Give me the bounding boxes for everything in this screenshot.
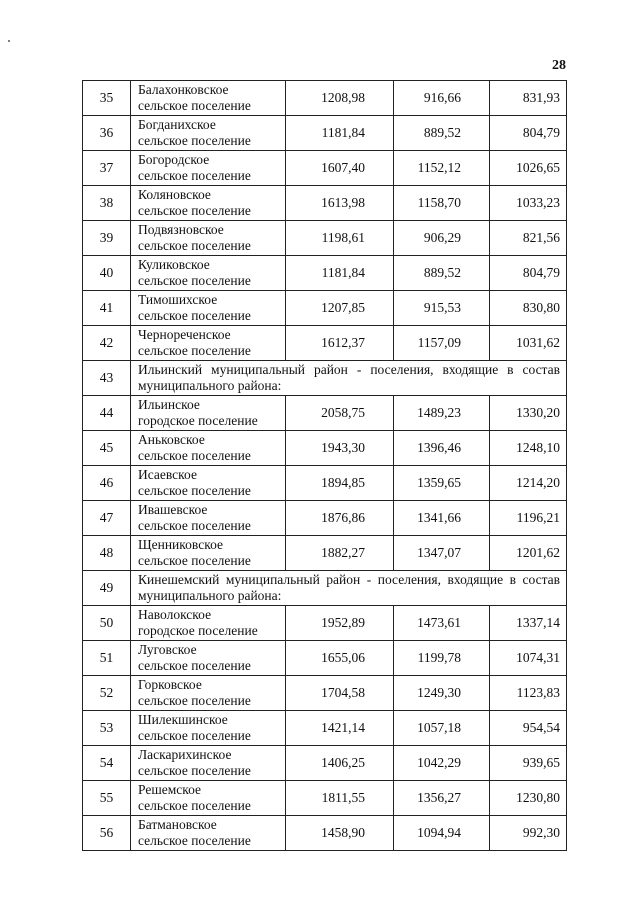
row-number: 39 (83, 221, 131, 256)
table-row (83, 816, 567, 851)
scan-speck (8, 40, 10, 42)
value-col2: 1249,30 (394, 676, 490, 711)
value-col3: 992,30 (490, 816, 567, 851)
value-col1: 1198,61 (286, 221, 394, 256)
page-number: 28 (552, 58, 566, 73)
value-col2: 1341,66 (394, 501, 490, 536)
table-body (83, 81, 567, 851)
settlement-name (131, 186, 286, 221)
settlement-name (131, 291, 286, 326)
value-col1: 1458,90 (286, 816, 394, 851)
settlement-name-line1: Шилекшинское (138, 712, 228, 727)
value-col2: 1042,29 (394, 746, 490, 781)
settlement-name-line2: сельское поселение (138, 203, 251, 218)
row-number: 41 (83, 291, 131, 326)
value-col1: 1421,14 (286, 711, 394, 746)
value-col3: 1074,31 (490, 641, 567, 676)
row-number: 47 (83, 501, 131, 536)
row-number: 38 (83, 186, 131, 221)
settlement-name-line2: сельское поселение (138, 343, 251, 358)
settlement-name (131, 151, 286, 186)
settlement-name-line1: Подвязновское (138, 222, 224, 237)
value-col1: 1952,89 (286, 606, 394, 641)
value-col1: 1612,37 (286, 326, 394, 361)
settlement-name-line2: сельское поселение (138, 168, 251, 183)
value-col1: 1943,30 (286, 431, 394, 466)
table-row (83, 501, 567, 536)
value-col3: 1214,20 (490, 466, 567, 501)
settlement-name (131, 641, 286, 676)
value-col2: 916,66 (394, 81, 490, 116)
settlement-name-line2: сельское поселение (138, 133, 251, 148)
value-col3: 1248,10 (490, 431, 567, 466)
settlement-name-line2: сельское поселение (138, 763, 251, 778)
row-number: 48 (83, 536, 131, 571)
row-number: 40 (83, 256, 131, 291)
value-col3: 1123,83 (490, 676, 567, 711)
settlement-name (131, 326, 286, 361)
settlement-name (131, 256, 286, 291)
table-row (83, 781, 567, 816)
value-col2: 1057,18 (394, 711, 490, 746)
value-col3: 1026,65 (490, 151, 567, 186)
table-row (83, 606, 567, 641)
row-number: 45 (83, 431, 131, 466)
settlement-name-line1: Коляновское (138, 187, 211, 202)
table-row (83, 676, 567, 711)
value-col2: 1356,27 (394, 781, 490, 816)
settlement-name-line2: сельское поселение (138, 238, 251, 253)
value-col2: 1158,70 (394, 186, 490, 221)
district-title: Ильинский муниципальный район - поселения, входящие в состав муниципального района: (131, 361, 567, 396)
value-col3: 1230,80 (490, 781, 567, 816)
settlement-name-line1: Наволокское (138, 607, 212, 622)
value-col1: 1876,86 (286, 501, 394, 536)
value-col2: 1199,78 (394, 641, 490, 676)
value-col3: 1031,62 (490, 326, 567, 361)
value-col1: 1894,85 (286, 466, 394, 501)
value-col2: 1473,61 (394, 606, 490, 641)
row-number: 55 (83, 781, 131, 816)
settlement-table (82, 80, 567, 851)
settlement-name-line1: Тимошихское (138, 292, 218, 307)
row-number: 37 (83, 151, 131, 186)
district-header-row (83, 361, 567, 396)
settlement-name-line2: сельское поселение (138, 273, 251, 288)
settlement-name-line2: сельское поселение (138, 98, 251, 113)
table-row (83, 711, 567, 746)
settlement-name-line2: сельское поселение (138, 693, 251, 708)
settlement-name (131, 116, 286, 151)
value-col1: 1181,84 (286, 116, 394, 151)
settlement-name-line1: Исаевское (138, 467, 197, 482)
value-col1: 1613,98 (286, 186, 394, 221)
row-number: 46 (83, 466, 131, 501)
settlement-name-line2: городское поселение (138, 623, 258, 638)
row-number: 44 (83, 396, 131, 431)
settlement-name-line1: Ласкарихинское (138, 747, 232, 762)
table-row (83, 431, 567, 466)
settlement-name-line1: Батмановское (138, 817, 217, 832)
settlement-name-line2: сельское поселение (138, 553, 251, 568)
settlement-name-line1: Луговское (138, 642, 197, 657)
value-col3: 804,79 (490, 116, 567, 151)
value-col2: 1359,65 (394, 466, 490, 501)
value-col2: 1347,07 (394, 536, 490, 571)
table-row (83, 746, 567, 781)
table-row (83, 221, 567, 256)
value-col2: 1489,23 (394, 396, 490, 431)
value-col3: 1033,23 (490, 186, 567, 221)
value-col3: 1201,62 (490, 536, 567, 571)
district-title: Кинешемский муниципальный район - поселения, входящие в состав муниципального района: (131, 571, 567, 606)
value-col3: 821,56 (490, 221, 567, 256)
row-number: 52 (83, 676, 131, 711)
value-col1: 1655,06 (286, 641, 394, 676)
settlement-name (131, 816, 286, 851)
settlement-name-line1: Щенниковское (138, 537, 223, 552)
settlement-name (131, 606, 286, 641)
value-col1: 1181,84 (286, 256, 394, 291)
settlement-name-line2: сельское поселение (138, 798, 251, 813)
row-number: 56 (83, 816, 131, 851)
value-col2: 1396,46 (394, 431, 490, 466)
settlement-name (131, 431, 286, 466)
settlement-name-line2: сельское поселение (138, 518, 251, 533)
value-col3: 804,79 (490, 256, 567, 291)
settlement-name (131, 221, 286, 256)
value-col3: 1196,21 (490, 501, 567, 536)
table-row (83, 81, 567, 116)
row-number: 35 (83, 81, 131, 116)
table-row (83, 256, 567, 291)
value-col1: 1811,55 (286, 781, 394, 816)
row-number: 53 (83, 711, 131, 746)
table-row (83, 186, 567, 221)
value-col1: 1208,98 (286, 81, 394, 116)
value-col1: 1704,58 (286, 676, 394, 711)
settlement-name (131, 781, 286, 816)
value-col1: 1406,25 (286, 746, 394, 781)
table-row (83, 291, 567, 326)
table-row (83, 466, 567, 501)
value-col2: 1157,09 (394, 326, 490, 361)
settlement-name (131, 536, 286, 571)
table-row (83, 326, 567, 361)
settlement-name-line2: сельское поселение (138, 448, 251, 463)
settlement-name-line2: сельское поселение (138, 658, 251, 673)
settlement-name (131, 501, 286, 536)
row-number: 36 (83, 116, 131, 151)
settlement-name (131, 81, 286, 116)
value-col1: 1207,85 (286, 291, 394, 326)
value-col2: 915,53 (394, 291, 490, 326)
settlement-name-line1: Ивашевское (138, 502, 208, 517)
table-row (83, 641, 567, 676)
value-col2: 1094,94 (394, 816, 490, 851)
row-number: 49 (83, 571, 131, 606)
settlement-name-line1: Богданихское (138, 117, 216, 132)
table-row (83, 536, 567, 571)
row-number: 43 (83, 361, 131, 396)
settlement-name-line2: городское поселение (138, 413, 258, 428)
settlement-name-line1: Горковское (138, 677, 202, 692)
settlement-name (131, 746, 286, 781)
value-col1: 1607,40 (286, 151, 394, 186)
value-col2: 889,52 (394, 256, 490, 291)
settlement-name (131, 396, 286, 431)
settlement-name (131, 676, 286, 711)
value-col3: 939,65 (490, 746, 567, 781)
settlement-name-line2: сельское поселение (138, 308, 251, 323)
value-col3: 831,93 (490, 81, 567, 116)
value-col3: 830,80 (490, 291, 567, 326)
table-row (83, 116, 567, 151)
table-row (83, 151, 567, 186)
value-col2: 1152,12 (394, 151, 490, 186)
row-number: 42 (83, 326, 131, 361)
settlement-name-line1: Балахонковское (138, 82, 229, 97)
settlement-name-line1: Решемское (138, 782, 202, 797)
settlement-name-line1: Куликовское (138, 257, 210, 272)
row-number: 54 (83, 746, 131, 781)
row-number: 51 (83, 641, 131, 676)
settlement-name-line2: сельское поселение (138, 483, 251, 498)
value-col2: 906,29 (394, 221, 490, 256)
value-col1: 2058,75 (286, 396, 394, 431)
settlement-name (131, 466, 286, 501)
value-col3: 1330,20 (490, 396, 567, 431)
table-row (83, 396, 567, 431)
value-col3: 954,54 (490, 711, 567, 746)
value-col2: 889,52 (394, 116, 490, 151)
value-col1: 1882,27 (286, 536, 394, 571)
settlement-name-line1: Аньковское (138, 432, 205, 447)
settlement-name-line2: сельское поселение (138, 833, 251, 848)
settlement-name-line1: Ильинское (138, 397, 200, 412)
value-col3: 1337,14 (490, 606, 567, 641)
settlement-name-line1: Чернореченское (138, 327, 231, 342)
settlement-name-line2: сельское поселение (138, 728, 251, 743)
settlement-name (131, 711, 286, 746)
row-number: 50 (83, 606, 131, 641)
settlement-name-line1: Богородское (138, 152, 210, 167)
district-header-row (83, 571, 567, 606)
